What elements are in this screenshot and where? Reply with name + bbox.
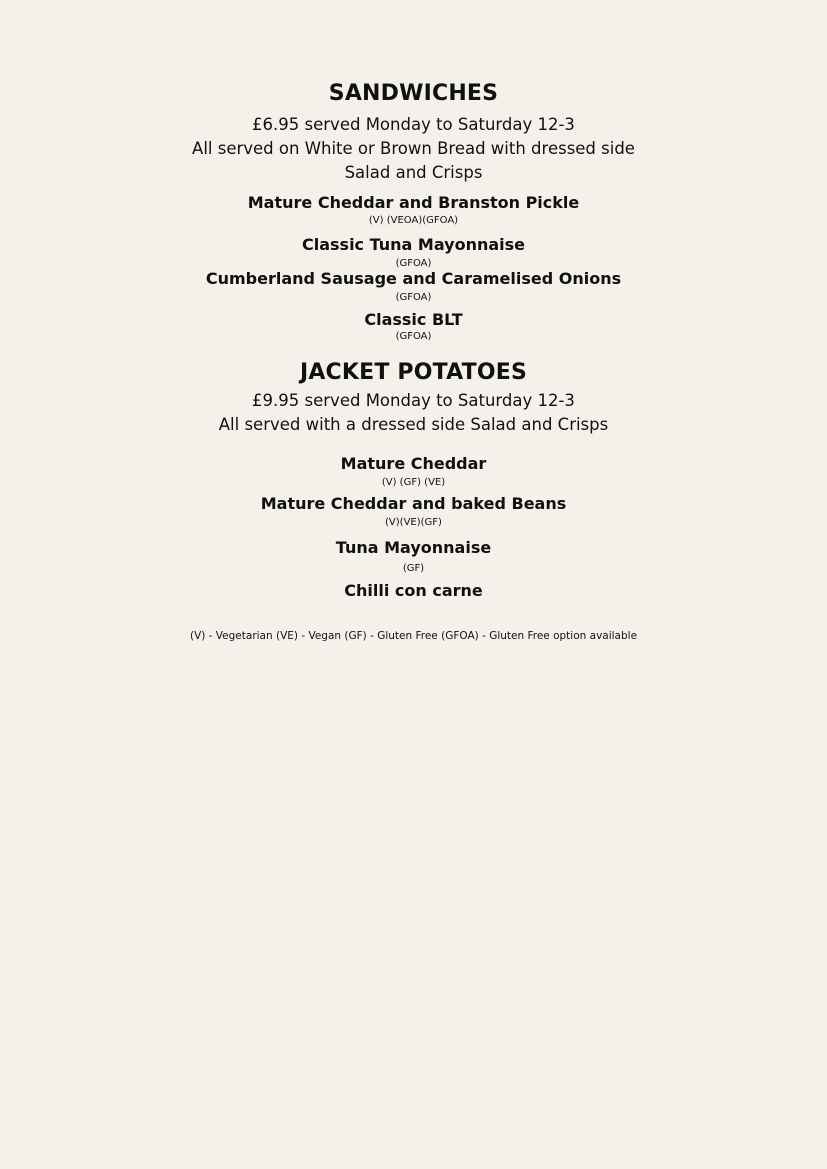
sandwich-item-dietary-tags: (GFOA) <box>395 292 432 303</box>
sandwich-item-dietary-tags: (GFOA) <box>395 258 432 269</box>
jacket-potato-item-name: Chilli con carne <box>344 581 483 600</box>
sandwiches-price-line: £6.95 served Monday to Saturday 12-3 <box>252 115 575 134</box>
sandwich-item-name: Classic BLT <box>364 310 463 329</box>
jacket-potato-item-name: Mature Cheddar and baked Beans <box>260 494 567 513</box>
sandwiches-description-line-1: All served on White or Brown Bread with dressed side <box>192 139 635 158</box>
jacket-potato-item-name: Mature Cheddar <box>340 454 487 473</box>
sandwich-item-name: Classic Tuna Mayonnaise <box>302 235 525 254</box>
jacket-potatoes-heading: JACKET POTATOES <box>299 360 528 385</box>
jacket-potatoes-description-line: All served with a dressed side Salad and Crisps <box>218 415 609 434</box>
jacket-potato-item-dietary-tags: (V) (GF) (VE) <box>381 477 446 488</box>
sandwich-item-name: Cumberland Sausage and Caramelised Onions <box>205 269 622 288</box>
sandwich-item-dietary-tags: (GFOA) <box>395 331 432 342</box>
jacket-potato-item-dietary-tags: (V)(VE)(GF) <box>385 517 442 528</box>
sandwich-item-name: Mature Cheddar and Branston Pickle <box>247 193 580 212</box>
sandwiches-description-line-2: Salad and Crisps <box>344 163 483 182</box>
jacket-potato-item-dietary-tags: (GF) <box>402 563 425 574</box>
sandwich-item-dietary-tags: (V) (VEOA)(GFOA) <box>368 215 459 226</box>
jacket-potato-item-name: Tuna Mayonnaise <box>335 538 492 557</box>
jacket-potatoes-price-line: £9.95 served Monday to Saturday 12-3 <box>252 391 575 410</box>
sandwiches-heading: SANDWICHES <box>328 81 499 106</box>
dietary-legend: (V) - Vegetarian (VE) - Vegan (GF) - Gluten Free (GFOA) - Gluten Free option available <box>189 630 638 642</box>
